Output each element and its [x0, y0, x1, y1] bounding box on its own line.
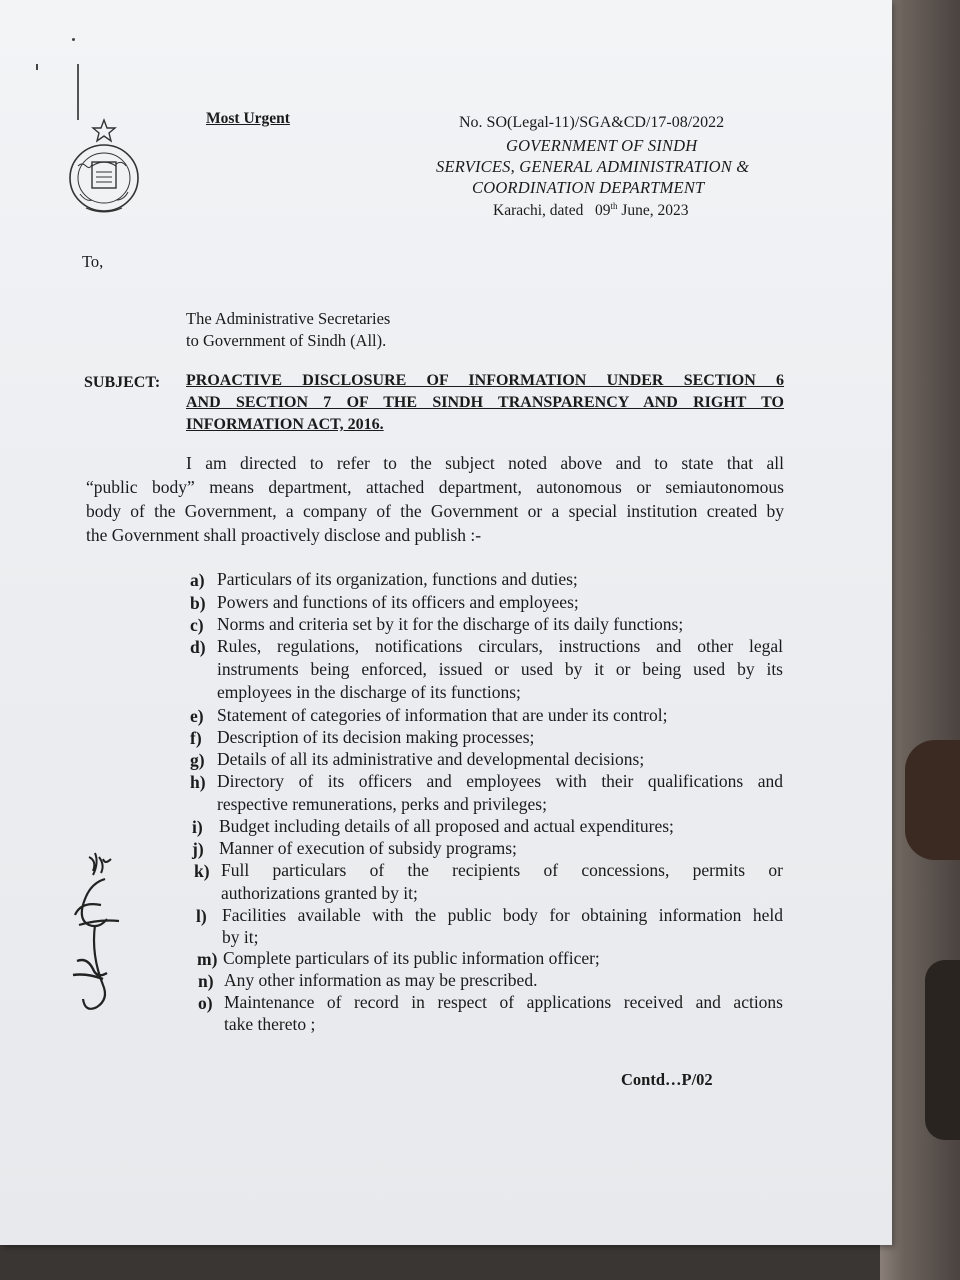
government-seal-icon	[66, 118, 142, 218]
subject-line3: INFORMATION ACT, 2016.	[186, 416, 384, 433]
background-object	[925, 960, 960, 1140]
list-item-text: Statement of categories of information that are under its control;	[217, 705, 668, 725]
priority-label: Most Urgent	[206, 110, 290, 127]
list-item-letter: a)	[190, 570, 205, 590]
intro-line4: the Government shall proactively disclose and publish :-	[86, 525, 482, 545]
list-item-letter: n)	[198, 971, 214, 991]
list-item-text: Full particulars of the recipients of concessions, permits or	[221, 860, 783, 880]
letter-date	[493, 201, 689, 220]
list-item-text: Maintenance of record in respect of applications received and actions	[224, 992, 783, 1012]
list-item-letter: j)	[192, 839, 204, 859]
government-heading: GOVERNMENT OF SINDH	[506, 136, 698, 155]
subject-line1: PROACTIVE DISCLOSURE OF INFORMATION UNDER SECTION 6	[186, 372, 784, 389]
list-item-text: instruments being enforced, issued or used by it or being used by its	[217, 659, 783, 679]
list-item-text: Details of all its administrative and developmental decisions;	[217, 749, 645, 769]
handwritten-signature-icon	[55, 845, 145, 1035]
list-item-text: respective remunerations, perks and privileges;	[217, 794, 547, 814]
list-item-text: Description of its decision making processes;	[217, 727, 535, 747]
subject-label: SUBJECT:	[84, 374, 161, 391]
list-item-text: Rules, regulations, notifications circulars, instructions and other legal	[217, 636, 783, 656]
list-item-text: authorizations granted by it;	[221, 883, 418, 903]
list-item-text: by it;	[222, 927, 259, 947]
list-item-letter: i)	[192, 817, 203, 837]
list-item-text: Particulars of its organization, functions and duties;	[217, 569, 578, 589]
list-item-text: Norms and criteria set by it for the discharge of its daily functions;	[217, 614, 684, 634]
recipient-line2: to Government of Sindh (All).	[186, 331, 387, 350]
margin-tick	[36, 64, 38, 70]
intro-line2: “public body” means department, attached department, autonomous or semiautonomous	[86, 477, 784, 497]
list-item-letter: l)	[196, 906, 207, 926]
department-heading-line2: COORDINATION DEPARTMENT	[472, 178, 705, 197]
list-item-text: Any other information as may be prescribed.	[224, 970, 538, 990]
list-item-letter: o)	[198, 993, 213, 1013]
list-item-text: take thereto ;	[224, 1014, 316, 1034]
recipient-line1: The Administrative Secretaries	[186, 309, 391, 328]
date-rest: June, 2023	[621, 202, 689, 220]
background-object	[905, 740, 960, 860]
list-item-letter: h)	[190, 772, 206, 792]
list-item-text: Complete particulars of its public information officer;	[223, 948, 600, 968]
to-label: To,	[82, 252, 104, 271]
list-item-text: Powers and functions of its officers and employees;	[217, 592, 579, 612]
list-item-letter: c)	[190, 615, 204, 635]
intro-line1: I am directed to refer to the subject noted above and to state that all	[186, 453, 784, 473]
intro-line3: body of the Government, a company of the Government or a special institution created by	[86, 501, 784, 521]
list-item-letter: b)	[190, 593, 206, 613]
department-heading-line1: SERVICES, GENERAL ADMINISTRATION &	[436, 157, 750, 176]
margin-pen-line	[77, 64, 79, 120]
list-item-text: Budget including details of all proposed and actual expenditures;	[219, 816, 674, 836]
list-item-letter: g)	[190, 750, 205, 770]
date-prefix: Karachi, dated	[493, 202, 584, 220]
date-suffix: th	[610, 201, 618, 211]
list-item-letter: d)	[190, 637, 206, 657]
list-item-text: Facilities available with the public body for obtaining information held	[222, 905, 783, 925]
margin-dot	[72, 38, 75, 41]
subject-line2: AND SECTION 7 OF THE SINDH TRANSPARENCY AND RIGHT TO	[186, 394, 784, 411]
list-item-text: employees in the discharge of its functions;	[217, 682, 521, 702]
date-day: 09	[595, 202, 611, 220]
list-item-text: Directory of its officers and employees with their qualifications and	[217, 771, 783, 791]
reference-number: No. SO(Legal-11)/SGA&CD/17-08/2022	[459, 114, 725, 131]
list-item-text: Manner of execution of subsidy programs;	[219, 838, 517, 858]
list-item-letter: e)	[190, 706, 204, 726]
list-item-letter: m)	[197, 949, 218, 969]
continued-note: Contd…P/02	[621, 1070, 713, 1089]
list-item-letter: f)	[190, 728, 202, 748]
list-item-letter: k)	[194, 861, 210, 881]
